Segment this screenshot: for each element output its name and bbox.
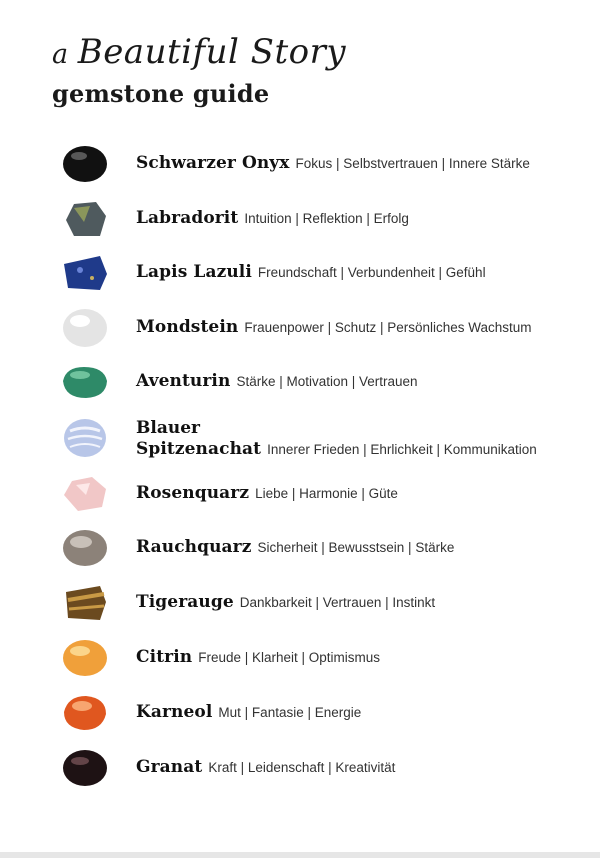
gemstone-description: Sicherheit | Bewusstsein | Stärke: [257, 540, 455, 555]
black-onyx-stone-icon: [60, 143, 110, 185]
bottom-divider: [0, 852, 600, 858]
gemstone-description: Intuition | Reflektion | Erfolg: [244, 211, 409, 226]
script-title-beautiful-story: Beautiful Story: [77, 32, 347, 72]
lapis-lazuli-stone-icon: [60, 252, 110, 294]
gemstone-name: Karneol: [136, 702, 213, 722]
gemstone-name: Rosenquarz: [136, 483, 250, 503]
gemstone-description: Stärke | Motivation | Vertrauen: [236, 374, 418, 389]
gemstone-text: [136, 483, 398, 503]
blue-lace-agate-icon: [60, 417, 110, 459]
gemstone-description: Dankbarkeit | Vertrauen | Instinkt: [239, 595, 436, 610]
gemstone-name: Labradorit: [136, 208, 239, 228]
smoky-quartz-icon: [60, 527, 110, 569]
tigers-eye-icon: [60, 582, 110, 624]
gemstone-name: Granat: [136, 757, 203, 777]
labradorite-stone-icon: [60, 198, 110, 240]
gemstone-name: Rauchquarz: [136, 537, 252, 557]
gemstone-name: Lapis Lazuli: [136, 262, 252, 282]
gemstone-name: Aventurin: [136, 371, 231, 391]
gemstone-name: Mondstein: [136, 317, 239, 337]
gemstone-text: [136, 757, 395, 777]
gemstone-description: Innerer Frieden | Ehrlichkeit | Kommunikation: [267, 442, 537, 457]
gemstone-description: Frauenpower | Schutz | Persönliches Wachstum: [244, 320, 532, 335]
citrine-stone-icon: [60, 637, 110, 679]
gemstone-text: [136, 417, 537, 459]
rose-quartz-icon: [60, 473, 110, 515]
gemstone-description: Freude | Klarheit | Optimismus: [198, 650, 381, 665]
gemstone-text: [136, 592, 435, 612]
gemstone-text: [136, 208, 409, 228]
gemstone-description: Fokus | Selbstvertrauen | Innere Stärke: [295, 156, 530, 171]
gemstone-text: [136, 317, 532, 337]
gemstone-description: Freundschaft | Verbundenheit | Gefühl: [257, 265, 486, 280]
gemstone-text: [136, 647, 380, 667]
gemstone-description: Kraft | Leidenschaft | Kreativität: [208, 760, 396, 775]
gemstone-text: [136, 262, 486, 282]
gemstone-description: Mut | Fantasie | Energie: [218, 705, 362, 720]
gemstone-name: Tigerauge: [136, 592, 234, 612]
gemstone-name: Citrin: [136, 647, 193, 667]
gemstone-name-line1: Blauer: [136, 418, 200, 438]
gemstone-name-line2: Spitzenachat: [136, 439, 262, 459]
aventurine-stone-icon: [60, 361, 110, 403]
gemstone-name: Schwarzer Onyx: [136, 153, 290, 173]
gemstone-text: [136, 537, 454, 557]
garnet-stone-icon: [60, 747, 110, 789]
script-title-a: a: [52, 39, 69, 70]
moonstone-icon: [60, 307, 110, 349]
gemstone-text: [136, 153, 530, 173]
carnelian-stone-icon: [60, 692, 110, 734]
gemstone-text: [136, 371, 418, 391]
page-title: gemstone guide: [52, 79, 270, 108]
gemstone-description: Liebe | Harmonie | Güte: [255, 486, 398, 501]
gemstone-text: [136, 702, 361, 722]
